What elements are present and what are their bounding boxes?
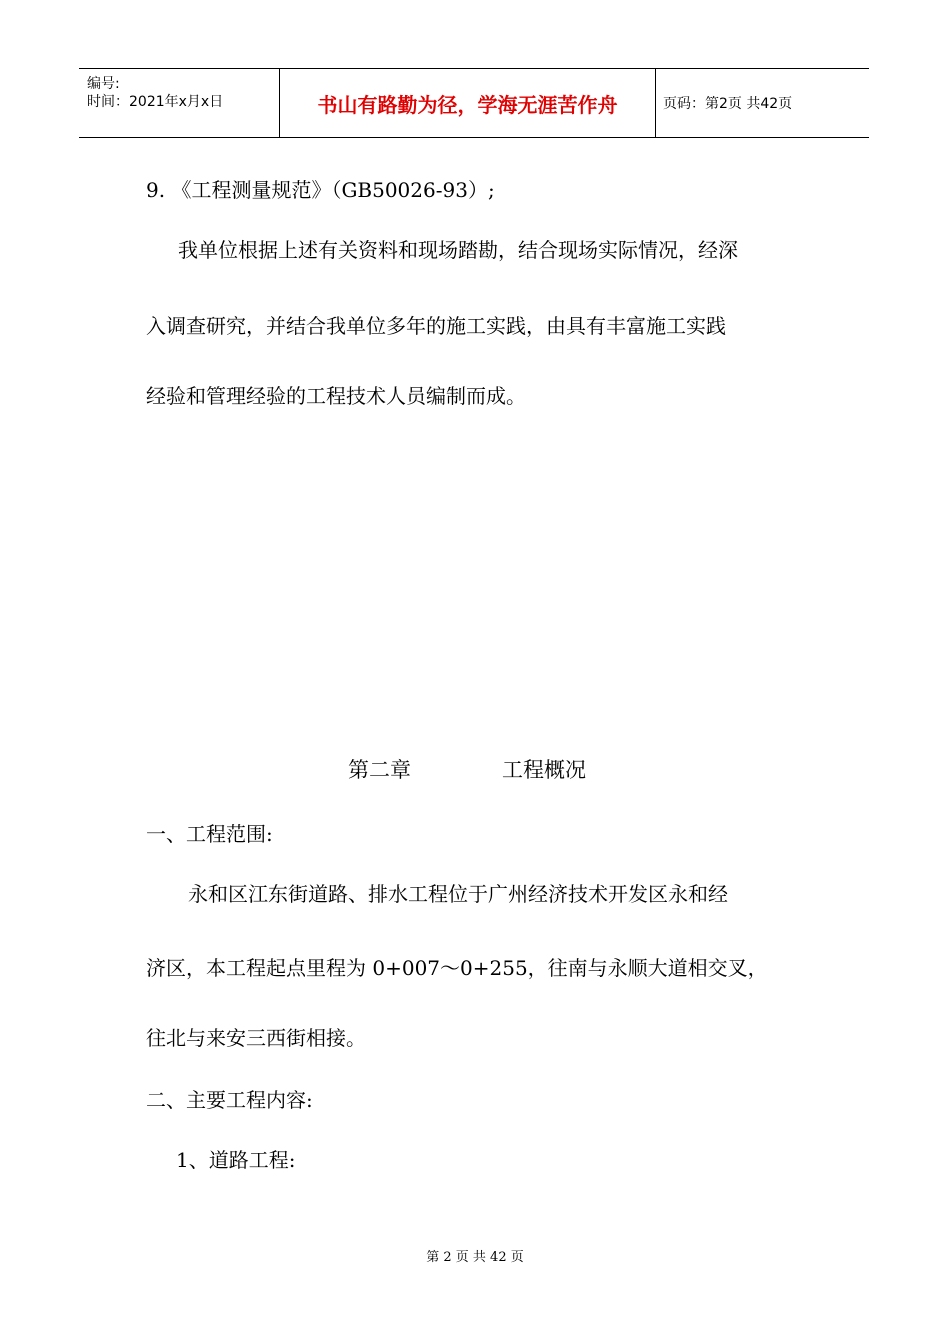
chapter-title: 工程概况 bbox=[502, 758, 586, 782]
scope-paragraph-line-3: 往北与来安三西街相接。 bbox=[146, 1026, 366, 1050]
section-2-heading: 二、主要工程内容: bbox=[146, 1088, 313, 1112]
section-1-heading: 一、工程范围: bbox=[146, 822, 273, 846]
page-footer: 第 2 页 共 42 页 bbox=[426, 1250, 524, 1265]
scope-paragraph-line-2: 济区，本工程起点里程为 0+007～0+255，往南与永顺大道相交叉， bbox=[146, 956, 768, 980]
intro-paragraph-line-3: 经验和管理经验的工程技术人员编制而成。 bbox=[146, 384, 526, 408]
document-number-label: 编号: bbox=[87, 76, 120, 92]
scope-paragraph-line-1: 永和区江东街道路、排水工程位于广州经济技术开发区永和经 bbox=[188, 882, 728, 906]
reference-item-9: 9. 《工程测量规范》（GB50026-93）; bbox=[146, 178, 495, 202]
intro-paragraph-line-2: 入调查研究，并结合我单位多年的施工实践，由具有丰富施工实践 bbox=[146, 314, 726, 338]
subsection-1-heading: 1、道路工程: bbox=[176, 1148, 296, 1172]
document-time-label: 时间：2021年x月x日 bbox=[87, 94, 224, 110]
intro-paragraph-line-1: 我单位根据上述有关资料和现场踏勘，结合现场实际情况，经深 bbox=[178, 238, 738, 262]
page-header bbox=[79, 68, 869, 138]
header-motto: 书山有路勤为径，学海无涯苦作舟 bbox=[279, 69, 656, 137]
header-meta-cell bbox=[79, 69, 279, 137]
header-page-info: 页码：第2页 共42页 bbox=[663, 96, 793, 112]
chapter-number: 第二章 bbox=[348, 758, 411, 782]
